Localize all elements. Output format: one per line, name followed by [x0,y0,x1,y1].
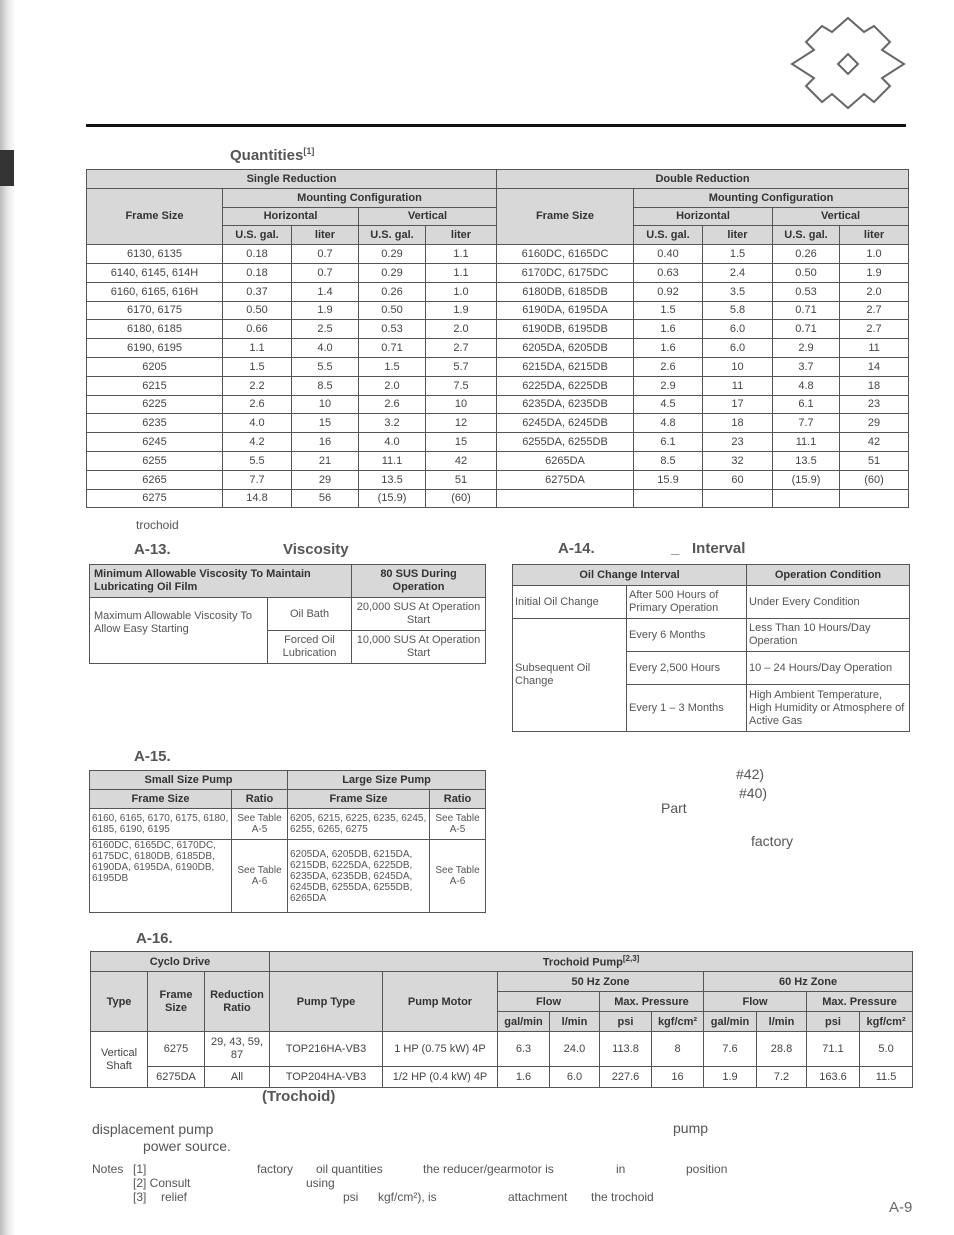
frame-size-cell: 6160DC, 6165DC [497,245,634,264]
quantity-cell: 23 [703,433,773,452]
quantity-cell: 2.2 [223,376,292,395]
quantity-cell: 6.0 [703,320,773,339]
quantity-cell: 15 [292,414,359,433]
pump-data-cell: 28.8 [757,1032,807,1067]
unit-header: liter [840,226,909,245]
ratio-header: Ratio [430,790,486,809]
quantity-cell: 2.6 [359,395,426,414]
quantity-cell: 15.9 [634,470,703,489]
pump-data-cell: All [205,1067,270,1088]
quantity-cell: 16 [292,433,359,452]
pump-data-cell: 6275 [148,1032,205,1067]
pump-data-cell: 11.5 [860,1067,913,1088]
ratio-value: See Table A-5 [430,809,486,840]
quantity-cell: 10 [292,395,359,414]
note-fragment: oil quantities [316,1162,383,1176]
quantity-cell: 10 [426,395,497,414]
pump-data-cell: 227.6 [600,1067,652,1088]
table-row [87,245,909,264]
frame-size-cell: 6205 [87,357,223,376]
quantity-cell: 1.1 [426,245,497,264]
trochoid-pump-header: Trochoid Pump[2,3] [270,952,913,972]
viscosity-table [89,564,486,664]
table-row [87,376,909,395]
quantity-cell: 2.0 [426,320,497,339]
frame-size-cell: 6130, 6135 [87,245,223,264]
quantity-cell: 1.9 [426,301,497,320]
condition-value: 10 – 24 Hours/Day Operation [747,652,910,685]
quantity-cell: 0.66 [223,320,292,339]
frame-size-cell: 6140, 6145, 614H [87,263,223,282]
quantity-cell: 51 [426,470,497,489]
quantity-cell: 4.8 [634,414,703,433]
table-row [87,301,909,320]
quantity-cell: (15.9) [359,489,426,508]
frame-size-cell: 6265DA [497,451,634,470]
quantity-cell: 51 [840,451,909,470]
horizontal-header: Horizontal [223,207,359,226]
frame-size-cell: 6190DA, 6195DA [497,301,634,320]
quantity-cell: 10 [703,357,773,376]
note-fragment: using [306,1176,335,1190]
text-fragment: factory [751,833,794,849]
unit-header: kgf/cm² [652,1012,704,1032]
cyclo-drive-header: Cyclo Drive [91,952,270,972]
table-a16-label: A-16. [136,930,173,947]
note-fragment: relief [161,1190,188,1204]
vertical-header: Vertical [359,207,497,226]
quantity-cell: 0.29 [359,245,426,264]
unit-header: U.S. gal. [634,226,703,245]
table-row [87,357,909,376]
quantity-cell: 0.29 [359,263,426,282]
quantity-cell: 3.2 [359,414,426,433]
quantity-cell [634,489,703,508]
large-pump-header: Large Size Pump [288,771,486,790]
quantity-cell: 18 [703,414,773,433]
initial-oil-change-label: Initial Oil Change [513,586,627,619]
frame-size-header: Frame Size [90,790,232,809]
interval-value: Every 1 – 3 Months [627,685,747,732]
quantity-cell: 2.6 [223,395,292,414]
table-row [87,320,909,339]
table-row [87,395,909,414]
quantity-cell: 8.5 [634,451,703,470]
unit-header: gal/min [704,1012,757,1032]
table-row [87,263,909,282]
frame-size-cell: 6265 [87,470,223,489]
frame-size-cell: 6205DA, 6205DB [497,339,634,358]
oil-change-interval-header: Oil Change Interval [513,565,747,586]
viscosity-value: 20,000 SUS At Operation Start [352,598,486,631]
flow-header: Flow [498,992,600,1012]
quantity-cell: (60) [426,489,497,508]
quantity-cell: 4.0 [359,433,426,452]
unit-header: liter [292,226,359,245]
quantity-cell: 0.37 [223,282,292,301]
pump-data-cell: 16 [652,1067,704,1088]
note-fragment: kgf/cm²), is [378,1190,437,1204]
type-header: Type [91,972,148,1032]
frame-size-header: Frame Size [87,188,223,244]
quantity-cell: 3.7 [773,357,840,376]
table-row [91,1032,913,1067]
pump-data-cell: 7.2 [757,1067,807,1088]
frame-size-cell: 6170DC, 6175DC [497,263,634,282]
quantity-cell: 1.6 [634,320,703,339]
quantity-cell: 2.7 [840,301,909,320]
quantity-cell: 2.6 [634,357,703,376]
subsequent-oil-change-label: Subsequent Oil Change [513,619,627,732]
quantity-cell: 11 [703,376,773,395]
frame-size-cell: 6245DA, 6245DB [497,414,634,433]
quantity-cell: 17 [703,395,773,414]
frame-size-cell: 6225DA, 6225DB [497,376,634,395]
ratio-value: See Table A-5 [232,809,288,840]
pump-type-header: Pump Type [270,972,383,1032]
pump-data-cell: 24.0 [550,1032,600,1067]
table-a14-dash: _ [671,540,680,557]
note-fragment: in [616,1162,626,1176]
quantity-cell: 0.50 [223,301,292,320]
oil-quantity-table [86,169,909,508]
body-fragment: power source. [143,1138,231,1154]
quantity-cell: 1.1 [426,263,497,282]
quantity-cell: 60 [703,470,773,489]
frame-size-list: 6160, 6165, 6170, 6175, 6180, 6185, 6190, 6195 [90,809,232,840]
text-fragment: #40) [739,785,768,801]
quantity-cell: 1.1 [223,339,292,358]
frame-size-header: Frame Size [288,790,430,809]
note-fragment: position [686,1162,728,1176]
pump-data-cell: 1.9 [704,1067,757,1088]
ratio-value: See Table A-6 [430,840,486,913]
header-rule [86,124,906,127]
min-viscosity-header: Minimum Allowable Viscosity To Maintain Lubricating Oil Film [90,565,352,598]
frame-size-cell: 6190DB, 6195DB [497,320,634,339]
table-a15-label: A-15. [134,748,171,765]
frame-size-cell: 6215 [87,376,223,395]
table-row [87,451,909,470]
quantity-cell: 12 [426,414,497,433]
pump-data-cell: 71.1 [807,1032,860,1067]
quantity-cell: 56 [292,489,359,508]
quantity-cell: 14 [840,357,909,376]
frame-size-cell: 6180, 6185 [87,320,223,339]
quantity-cell: 13.5 [773,451,840,470]
binding-tab [0,150,14,186]
quantity-cell: 5.8 [703,301,773,320]
quantity-cell: 2.0 [840,282,909,301]
frame-size-cell: 6235 [87,414,223,433]
quantity-cell: 0.7 [292,245,359,264]
frame-size-list: 6205, 6215, 6225, 6235, 6245, 6255, 6265, 6275 [288,809,430,840]
ratio-header: Ratio [232,790,288,809]
quantity-cell: 4.0 [223,414,292,433]
quantity-cell: 7.7 [773,414,840,433]
quantities-heading: Quantities[1] [230,146,315,164]
quantity-cell: 42 [840,433,909,452]
table-a13-title: Viscosity [283,541,349,558]
frame-size-cell: 6170, 6175 [87,301,223,320]
page-number: A-9 [889,1199,913,1216]
unit-header: psi [807,1012,860,1032]
notes-label: Notes [92,1162,124,1176]
quantity-cell: 5.5 [292,357,359,376]
table-row [87,414,909,433]
quantity-cell: 0.92 [634,282,703,301]
table-row [87,489,909,508]
quantity-cell: 15 [426,433,497,452]
quantity-cell [773,489,840,508]
text-fragment: Part [661,800,687,816]
quantity-cell: 42 [426,451,497,470]
unit-header: l/min [550,1012,600,1032]
quantity-cell: 21 [292,451,359,470]
pump-data-cell: 29, 43, 59, 87 [205,1032,270,1067]
table-row [87,470,909,489]
quantity-cell: 18 [840,376,909,395]
quantity-cell [703,489,773,508]
quantity-cell: 7.7 [223,470,292,489]
mounting-config-header: Mounting Configuration [223,188,497,207]
quantity-cell: (60) [840,470,909,489]
small-pump-header: Small Size Pump [90,771,288,790]
trochoid-fragment: trochoid [136,518,179,532]
frame-size-list: 6160DC, 6165DC, 6170DC, 6175DC, 6180DB, 6185DB, 6190DA, 6195DA, 6190DB, 6195DB [90,840,232,913]
quantity-cell: 23 [840,395,909,414]
table-a13-label: A-13. [134,541,171,558]
viscosity-method: Forced Oil Lubrication [268,631,352,664]
vertical-header: Vertical [773,207,909,226]
body-fragment: displacement pump [92,1121,214,1137]
pump-motor-header: Pump Motor [383,972,498,1032]
note-3-tag: [3] [133,1190,147,1204]
quantity-cell: 1.6 [634,339,703,358]
frame-size-cell: 6255DA, 6255DB [497,433,634,452]
pump-data-cell: 6.0 [550,1067,600,1088]
quantity-cell: 0.50 [773,263,840,282]
unit-header: liter [703,226,773,245]
quantity-cell: 1.5 [359,357,426,376]
condition-value: High Ambient Temperature, High Humidity or Atmosphere of Active Gas [747,685,910,732]
interval-value: Every 2,500 Hours [627,652,747,685]
single-reduction-header: Single Reduction [87,170,497,189]
type-cell: Vertical Shaft [91,1032,148,1088]
note-fragment: psi [343,1190,359,1204]
quantity-cell: 1.9 [292,301,359,320]
quantity-cell: 4.2 [223,433,292,452]
table-a14-label: A-14. [558,540,595,557]
frame-size-cell: 6255 [87,451,223,470]
pump-data-cell: 6.3 [498,1032,550,1067]
quantity-cell: 29 [292,470,359,489]
frame-size-cell: 6235DA, 6235DB [497,395,634,414]
quantity-cell: 1.9 [840,263,909,282]
note-fragment: the reducer/gearmotor is [423,1162,554,1176]
frame-size-header: Frame Size [148,972,205,1032]
quantity-cell: 5.5 [223,451,292,470]
quantity-cell [840,489,909,508]
quantity-cell: 0.26 [773,245,840,264]
interval-value: Every 6 Months [627,619,747,652]
operation-condition-header: Operation Condition [747,565,910,586]
frame-size-cell: 6180DB, 6185DB [497,282,634,301]
quantity-cell: 2.4 [703,263,773,282]
note-2: [2] Consult [133,1176,191,1190]
horizontal-header: Horizontal [634,207,773,226]
quantity-cell: 2.7 [840,320,909,339]
pump-data-cell: 1/2 HP (0.4 kW) 4P [383,1067,498,1088]
note-fragment: the trochoid [591,1190,654,1204]
pump-data-cell: 8 [652,1032,704,1067]
quantity-cell: 1.0 [840,245,909,264]
viscosity-value: 10,000 SUS At Operation Start [352,631,486,664]
frame-size-cell: 6245 [87,433,223,452]
unit-header: l/min [757,1012,807,1032]
frame-size-cell: 6215DA, 6215DB [497,357,634,376]
double-reduction-header: Double Reduction [497,170,909,189]
quantity-cell: 7.5 [426,376,497,395]
unit-header: kgf/cm² [860,1012,913,1032]
condition-value: Less Than 10 Hours/Day Operation [747,619,910,652]
pump-data-cell: 1 HP (0.75 kW) 4P [383,1032,498,1067]
quantity-cell: 4.8 [773,376,840,395]
frame-size-cell: 6275DA [497,470,634,489]
pump-size-table [89,770,486,913]
frame-size-cell: 6160, 6165, 616H [87,282,223,301]
quantity-cell: 1.0 [426,282,497,301]
table-row [91,1067,913,1088]
mounting-config-header: Mounting Configuration [634,188,909,207]
quantity-cell: 14.8 [223,489,292,508]
pump-data-cell: 5.0 [860,1032,913,1067]
flow-header: Flow [704,992,807,1012]
pump-data-cell: TOP216HA-VB3 [270,1032,383,1067]
quantity-cell: 0.71 [359,339,426,358]
quantity-cell: 3.5 [703,282,773,301]
quantity-cell: 6.1 [773,395,840,414]
quantity-cell: 0.71 [773,301,840,320]
condition-value: Under Every Condition [747,586,910,619]
quantity-cell: 2.9 [634,376,703,395]
unit-header: U.S. gal. [223,226,292,245]
note-fragment: factory [257,1162,294,1176]
quantity-cell: 2.0 [359,376,426,395]
quantity-cell: 11 [840,339,909,358]
frame-size-cell: 6225 [87,395,223,414]
pump-data-cell: 163.6 [807,1067,860,1088]
quantity-cell: 0.7 [292,263,359,282]
table-row [87,282,909,301]
quantity-cell: 2.7 [426,339,497,358]
unit-header: psi [600,1012,652,1032]
max-pressure-header: Max. Pressure [807,992,913,1012]
frame-size-cell [497,489,634,508]
trochoid-pump-table [90,951,913,1088]
oil-change-interval-table [512,564,910,732]
quantity-cell: 5.7 [426,357,497,376]
quantity-cell: (15.9) [773,470,840,489]
quantity-cell: 32 [703,451,773,470]
quantity-cell: 0.18 [223,245,292,264]
quantity-cell: 1.5 [223,357,292,376]
quantity-cell: 11.1 [773,433,840,452]
quantity-cell: 0.50 [359,301,426,320]
quantity-cell: 0.26 [359,282,426,301]
unit-header: liter [426,226,497,245]
quantity-cell: 11.1 [359,451,426,470]
max-pressure-header: Max. Pressure [600,992,704,1012]
quantity-cell: 29 [840,414,909,433]
frame-size-cell: 6190, 6195 [87,339,223,358]
zone-60hz-header: 60 Hz Zone [704,972,913,992]
text-fragment: #42) [736,766,765,782]
frame-size-cell: 6275 [87,489,223,508]
ratio-value: See Table A-6 [232,840,288,913]
trochoid-heading: (Trochoid) [262,1088,336,1105]
unit-header: gal/min [498,1012,550,1032]
table-a14-title: Interval [692,540,746,557]
note-1-tag: [1] [133,1162,147,1176]
quantity-cell: 2.9 [773,339,840,358]
quantity-cell: 8.5 [292,376,359,395]
quantity-cell: 1.5 [634,301,703,320]
quantity-cell: 0.53 [359,320,426,339]
quantity-cell: 2.5 [292,320,359,339]
pump-data-cell: 1.6 [498,1067,550,1088]
quantity-cell: 4.0 [292,339,359,358]
quantity-cell: 6.1 [634,433,703,452]
body-fragment: pump [673,1120,709,1136]
quantity-cell: 0.53 [773,282,840,301]
pump-data-cell: TOP204HA-VB3 [270,1067,383,1088]
table-row [87,339,909,358]
quantity-cell: 6.0 [703,339,773,358]
max-viscosity-label: Maximum Allowable Viscosity To Allow Easy Starting [90,598,268,664]
pump-data-cell: 113.8 [600,1032,652,1067]
note-fragment: attachment [508,1190,568,1204]
reduction-ratio-header: Reduction Ratio [205,972,270,1032]
quantity-cell: 4.5 [634,395,703,414]
diamond-logo-icon [786,14,910,110]
unit-header: U.S. gal. [359,226,426,245]
frame-size-header: Frame Size [497,188,634,244]
pump-data-cell: 6275DA [148,1067,205,1088]
interval-value: After 500 Hours of Primary Operation [627,586,747,619]
quantity-cell: 1.5 [703,245,773,264]
quantity-cell: 13.5 [359,470,426,489]
quantity-cell: 1.4 [292,282,359,301]
quantity-cell: 0.71 [773,320,840,339]
pump-data-cell: 7.6 [704,1032,757,1067]
zone-50hz-header: 50 Hz Zone [498,972,704,992]
table-row [87,433,909,452]
quantity-cell: 0.18 [223,263,292,282]
frame-size-list: 6205DA, 6205DB, 6215DA, 6215DB, 6225DA, 6225DB, 6235DA, 6235DB, 6245DA, 6245DB, 6255DA, 6255DB, 6265DA [288,840,430,913]
viscosity-method: Oil Bath [268,598,352,631]
during-operation-header: 80 SUS During Operation [352,565,486,598]
unit-header: U.S. gal. [773,226,840,245]
quantity-cell: 0.63 [634,263,703,282]
quantity-cell: 0.40 [634,245,703,264]
